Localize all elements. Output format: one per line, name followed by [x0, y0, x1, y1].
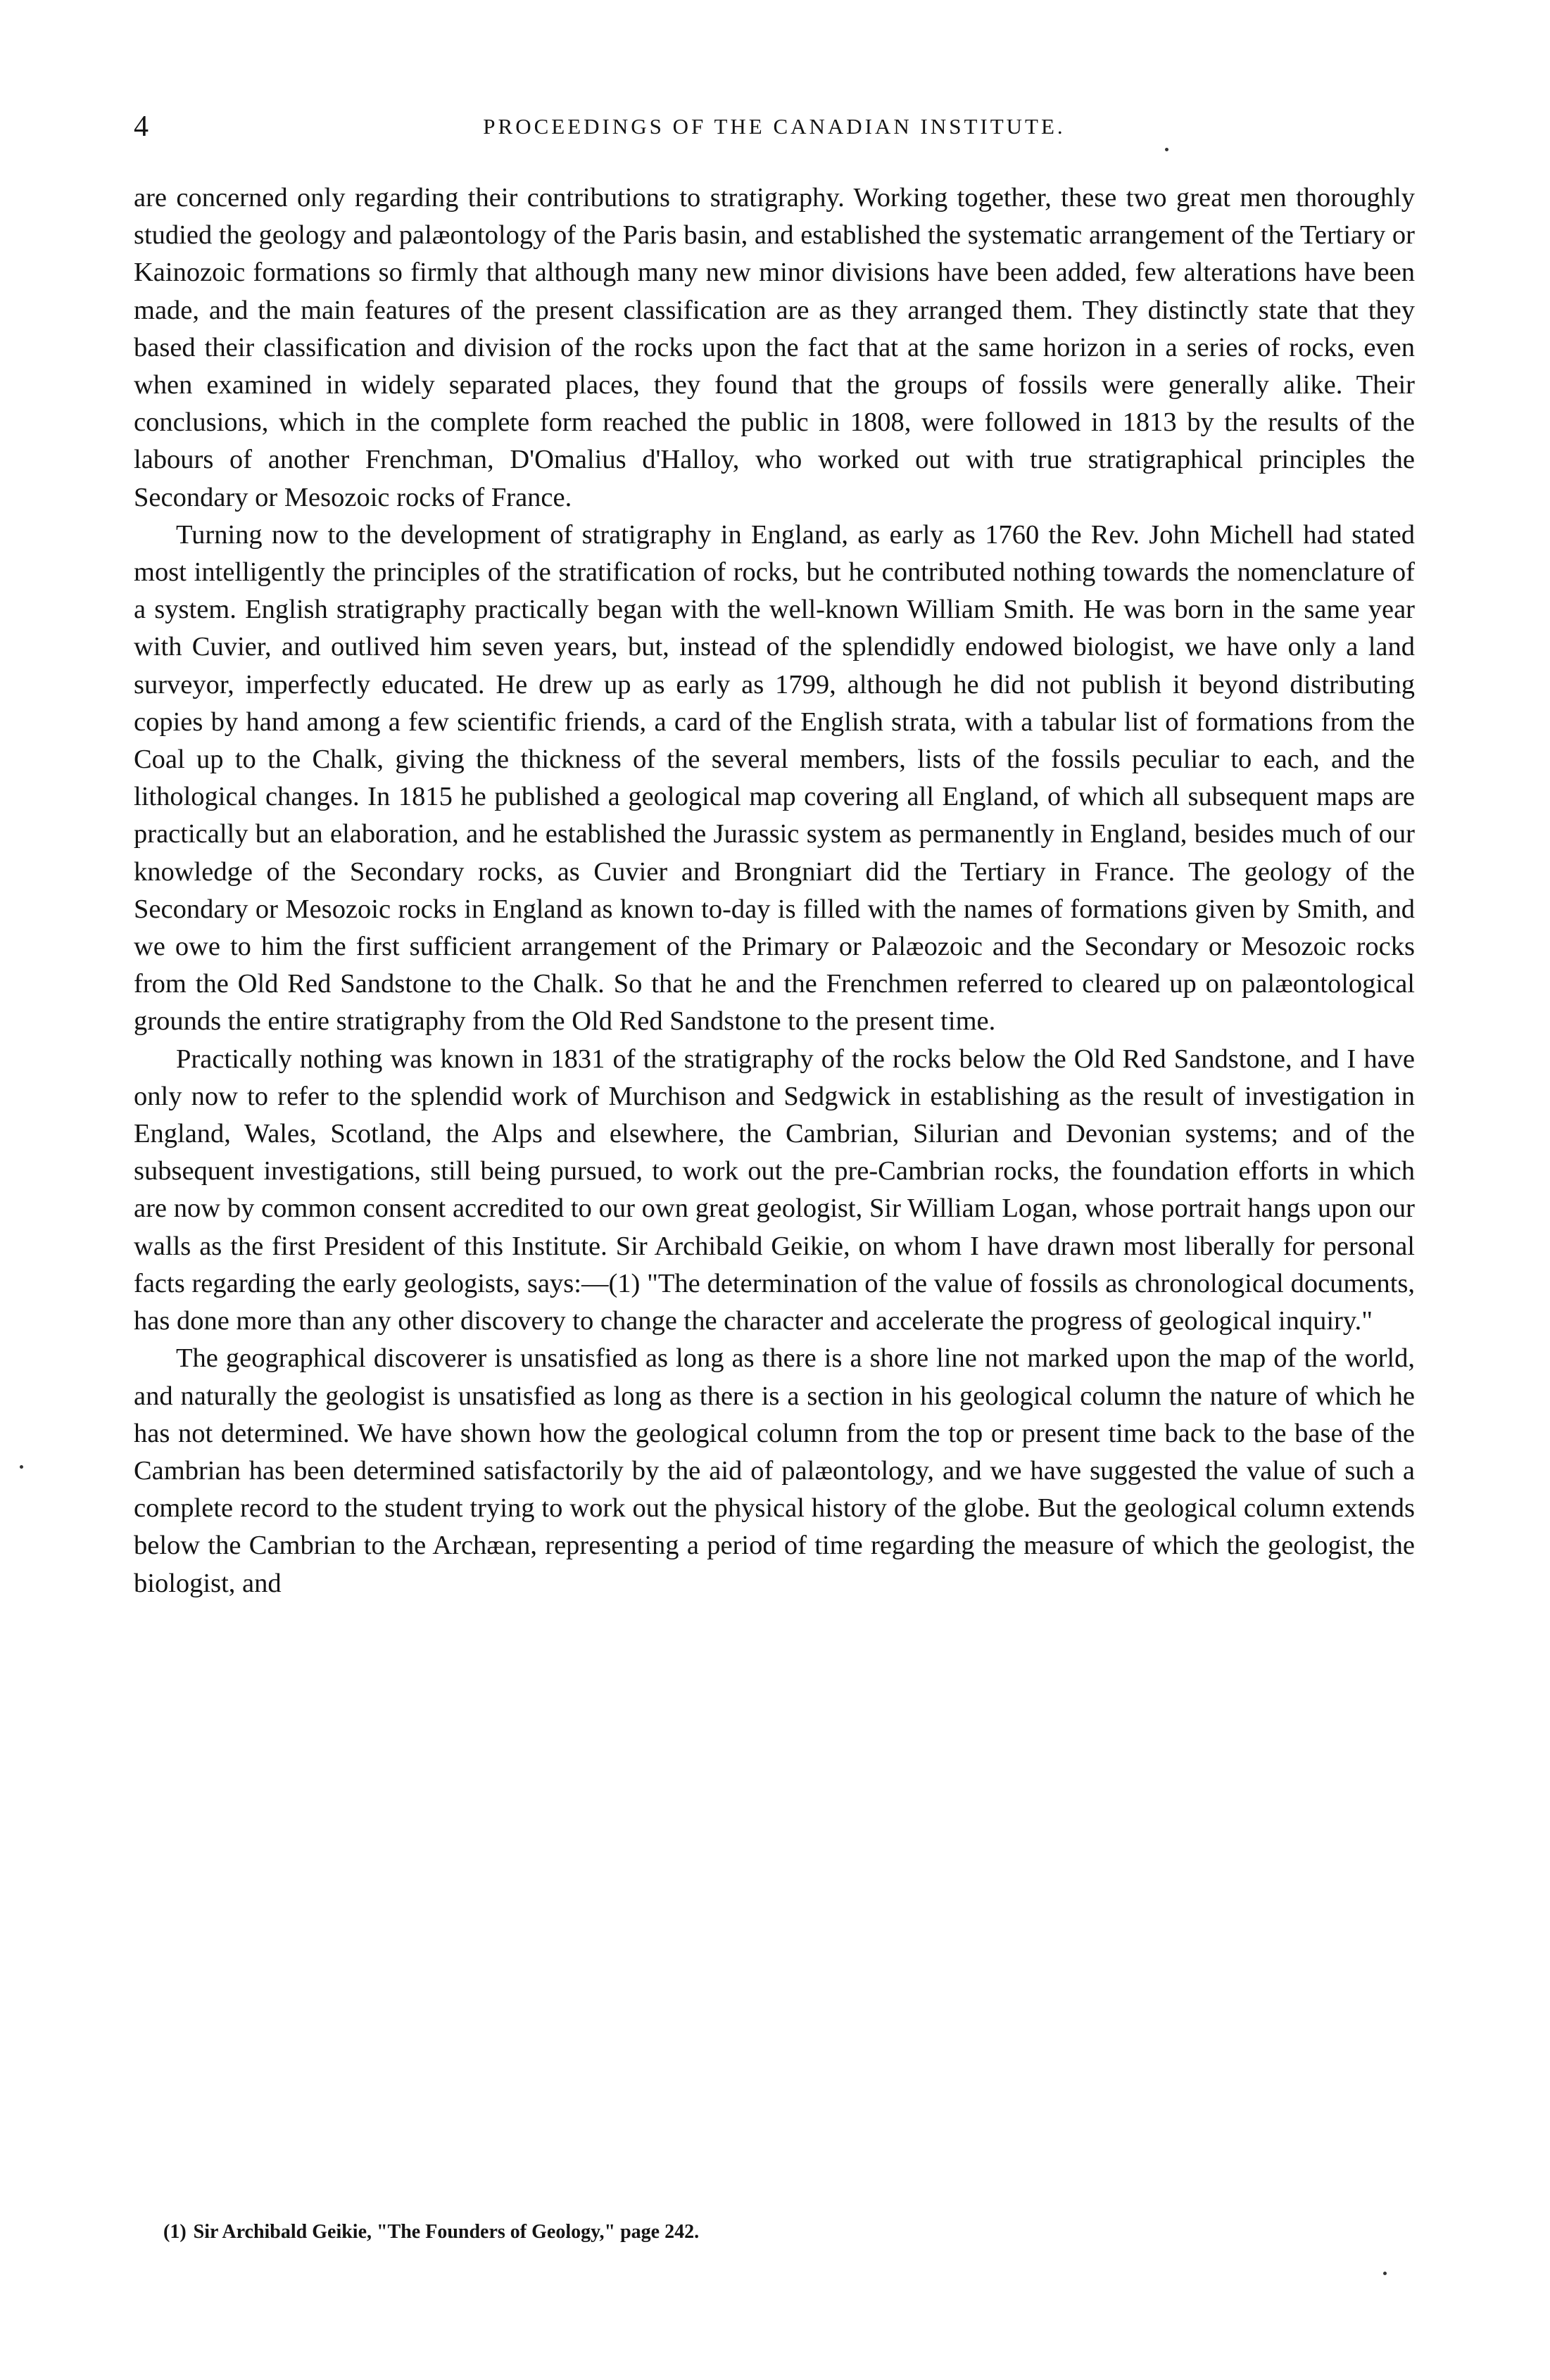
- scan-speck: [20, 1465, 23, 1469]
- paragraph-continuation: are concerned only regarding their contributions to stratigraphy. Working together, these two great men thoroughly studied the geology and palæontology of the Paris basin, and established the systematic arrangement of the Tertiary or Kainozoic formations so firmly that although many new minor divisions have been added, few alterations have been made, and the main features of the present classification are as they arranged them. They distinctly state that they based their classification and division of the rocks upon the fact that at the same horizon in a series of rocks, even when examined in widely separated places, they found that the groups of fossils were generally alike. Their conclusions, which in the complete form reached the public in 1808, were followed in 1813 by the results of the labours of another Frenchman, D'Omalius d'Halloy, who worked out with true stratigraphical principles the Secondary or Mesozoic rocks of France.: [134, 183, 1415, 512]
- scan-speck: [1165, 148, 1168, 151]
- footnote-mark: (1): [163, 2221, 187, 2243]
- paragraph-english-stratigraphy: Turning now to the development of stratigraphy in England, as early as 1760 the Rev. John Michell had stated most intelligently the principles of the stratification of rocks, but he contributed nothing towards the nomenclature of a system. English stratigraphy practically began with the well-known William Smith. He was born in the same year with Cuvier, and outlived him seven years, but, instead of the splendidly endowed biologist, we have only a land surveyor, imperfectly educated. He drew up as early as 1799, although he did not publish it beyond distributing copies by hand among a few scientific friends, a card of the English strata, with a tabular list of formations from the Coal up to the Chalk, giving the thickness of the several members, lists of the fossils peculiar to each, and the lithological changes. In 1815 he published a geological map covering all England, of which all subsequent maps are practically but an elaboration, and he established the Jurassic system as permanently in England, besides much of our knowledge of the Secondary rocks, as Cuvier and Brongniart did the Tertiary in France. The geology of the Secondary or Mesozoic rocks in England as known to-day is filled with the names of formations given by Smith, and we owe to him the first sufficient arrangement of the Primary or Palæozoic and the Secondary or Mesozoic rocks from the Old Red Sandstone to the Chalk. So that he and the Frenchmen referred to cleared up on palæontological grounds the entire stratigraphy from the Old Red Sandstone to the present time.: [134, 519, 1415, 1037]
- body-text: [134, 179, 1415, 1602]
- paragraph-old-red-sandstone: Practically nothing was known in 1831 of the stratigraphy of the rocks below the Old Red Sandstone, and I have only now to refer to the splendid work of Murchison and Sedgwick in establishing as the result of investigation in England, Wales, Scotland, the Alps and elsewhere, the Cambrian, Silurian and Devonian systems; and of the subsequent investigations, still being pursued, to work out the pre-Cambrian rocks, the foundation efforts in which are now by common consent accredited to our own great geologist, Sir William Logan, whose portrait hangs upon our walls as the first President of this Institute. Sir Archibald Geikie, on whom I have drawn most liberally for personal facts regarding the early geologists, says:—(1) "The determination of the value of fossils as chronological documents, has done more than any other discovery to change the character and accelerate the progress of geological inquiry.": [134, 1044, 1415, 1336]
- paragraph-geological-column: The geographical discoverer is unsatisfied as long as there is a shore line not marked upon the map of the world, and naturally the geologist is unsatisfied as long as there is a section in his geological column the nature of which he has not determined. We have shown how the geological column from the top or present time back to the base of the Cambrian has been determined satisfactorily by the aid of palæontology, and we have suggested the value of such a complete record to the student trying to work out the physical history of the globe. But the geological column extends below the Cambrian to the Archæan, representing a period of time regarding the measure of which the geologist, the biologist, and: [134, 1343, 1415, 1598]
- page-number: 4: [134, 110, 149, 143]
- scan-speck: [1383, 2272, 1387, 2275]
- footnote-text: Sir Archibald Geikie, "The Founders of Geology," page 242.: [193, 2221, 700, 2243]
- page-header: [134, 106, 1415, 148]
- footnote: [163, 2218, 1360, 2246]
- running-head: PROCEEDINGS OF THE CANADIAN INSTITUTE.: [483, 114, 1066, 139]
